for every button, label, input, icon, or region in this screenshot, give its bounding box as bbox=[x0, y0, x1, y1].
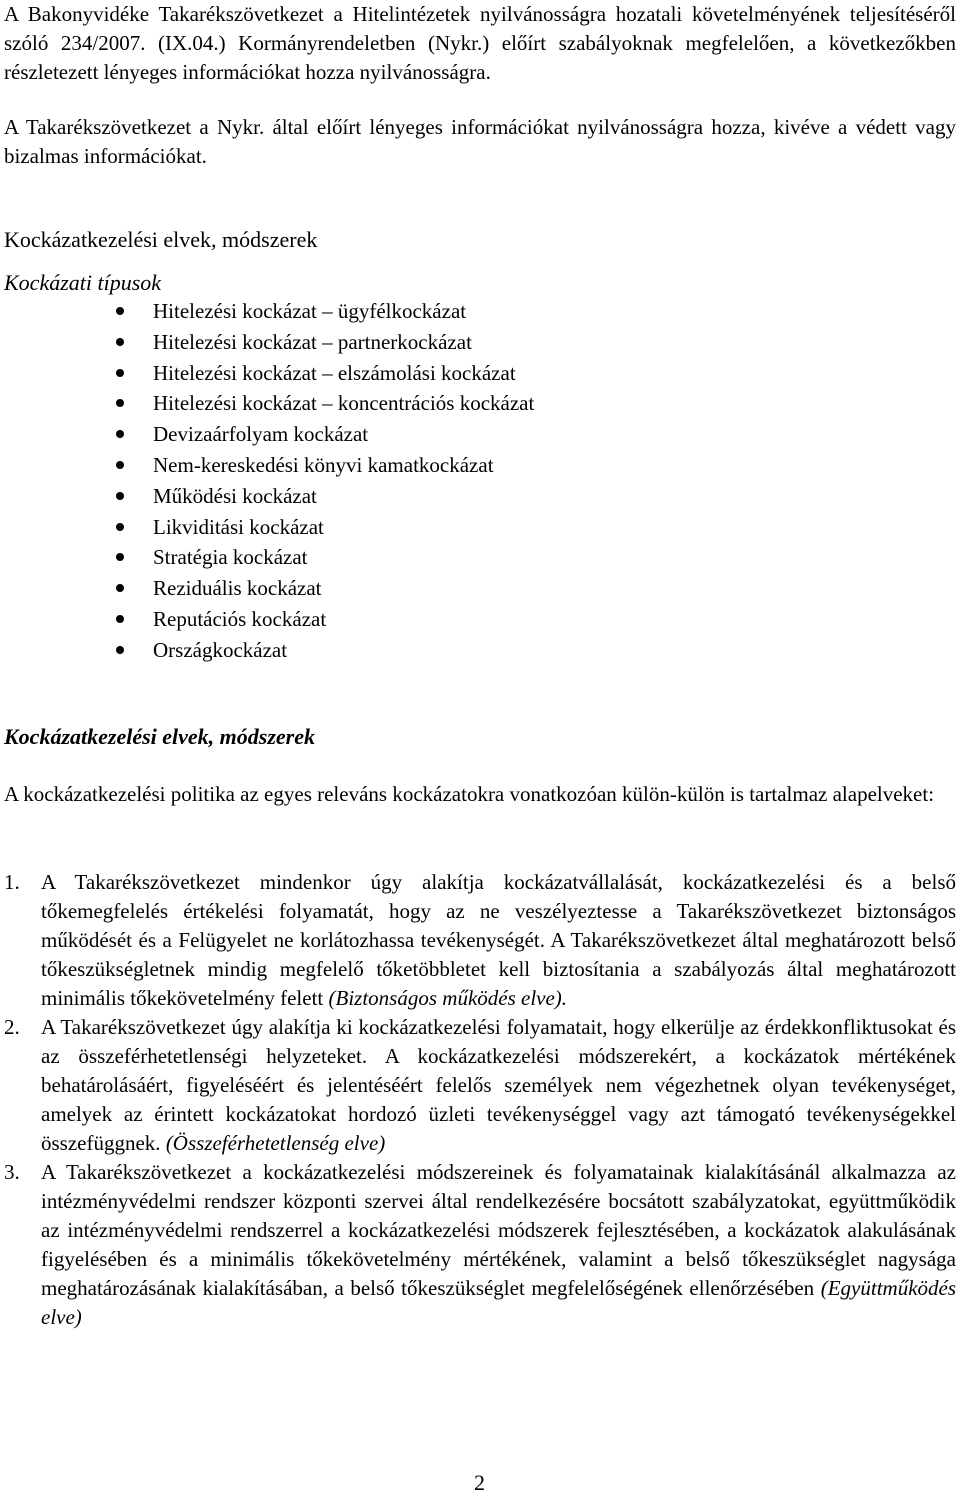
list-item bbox=[4, 604, 534, 635]
principle-tail: (Biztonságos működés elve). bbox=[328, 986, 568, 1010]
list-item bbox=[4, 481, 534, 512]
risk-type-label: Működési kockázat bbox=[153, 483, 317, 508]
principle-body: A Takarékszövetkezet mindenkor úgy alakítja kockázatvállalását, kockázatkezelési és a belső tőkemegfelelés értékelési folyamatát, hogy az ne veszélyeztesse a Takarékszövetkezet biztonságos működését és a Felügyelet ne korlátozhassa tevékenységét. A Takarékszövetkezet által meghatározott belső tőkeszükségletnek mindig megfelelő tőketöbbletet kell biztosítania a szabályozás által meghatározott minimális tőkekövetelmény felett bbox=[41, 870, 956, 1010]
risk-type-label: Stratégia kockázat bbox=[153, 545, 308, 570]
list-item bbox=[4, 358, 534, 389]
list-item bbox=[4, 542, 534, 573]
bullet-icon bbox=[116, 492, 124, 500]
principle-number: 3. bbox=[4, 1160, 20, 1184]
risk-type-label: Reziduális kockázat bbox=[153, 576, 322, 601]
list-item bbox=[4, 388, 534, 419]
page-number: 2 bbox=[474, 1470, 485, 1495]
principle-body: A Takarékszövetkezet a kockázatkezelési módszereinek és folyamatainak kialakításánál alkalmazza az intézményvédelmi rendszer központi szervei által rendelkezésére bocsátott szabályzatokat, együttműködik az intézményvédelmi rendszerrel a kockázatkezelési módszerek fejlesztésében, a kockázatok alakulásának figyelésében és a minimális tőkekövetelmény mértékének, valamint a belső tőkeszükséglet nagysága meghatározásának kialakításában, a belső tőkeszükséglet megfelelőségének ellenőrzésében bbox=[41, 1160, 956, 1300]
list-item bbox=[4, 635, 534, 666]
bullet-icon bbox=[116, 338, 124, 346]
principle-item bbox=[4, 1013, 956, 1158]
principle-number: 2. bbox=[4, 1015, 20, 1039]
risk-type-label: Likviditási kockázat bbox=[153, 514, 324, 539]
principle-body: A Takarékszövetkezet úgy alakítja ki kockázatkezelési folyamatait, hogy elkerülje az érdekkonfliktusokat és az összeférhetetlenségi helyzeteket. A kockázatkezelési módszerekért, a kockázatok mértékének behatárolásáért, figyeléséért és jelentéséért felelős személyek nem végezhetnek olyan tevékenységet, amelyek az érintett kockázatokat hordozó üzleti tevékenységgel vagy azt támogató tevékenységekkel összefüggnek. bbox=[41, 1015, 956, 1155]
risk-type-label: Hitelezési kockázat – partnerkockázat bbox=[153, 329, 472, 354]
bullet-icon bbox=[116, 369, 124, 377]
list-item bbox=[4, 450, 534, 481]
section-title: Kockázatkezelési elvek, módszerek bbox=[4, 227, 318, 252]
list-item bbox=[4, 573, 534, 604]
bullet-icon bbox=[116, 307, 124, 315]
bullet-icon bbox=[116, 399, 124, 407]
list-item bbox=[4, 296, 534, 327]
list-item bbox=[4, 327, 534, 358]
bullet-icon bbox=[116, 553, 124, 561]
risk-types-list bbox=[4, 296, 534, 666]
principle-tail: (Együttműködés elve) bbox=[41, 1276, 957, 1329]
risk-types-title: Kockázati típusok bbox=[4, 270, 162, 295]
risk-type-label: Országkockázat bbox=[153, 637, 288, 662]
policy-title: Kockázatkezelési elvek, módszerek bbox=[4, 724, 315, 749]
principle-tail: (Összeférhetetlenség elve) bbox=[165, 1131, 386, 1155]
bullet-icon bbox=[116, 523, 124, 531]
principle-item bbox=[4, 868, 956, 1013]
principle-number: 1. bbox=[4, 870, 20, 894]
bullet-icon bbox=[116, 461, 124, 469]
bullet-icon bbox=[116, 646, 124, 654]
list-item bbox=[4, 512, 534, 543]
risk-type-label: Hitelezési kockázat – elszámolási kockázat bbox=[153, 360, 516, 385]
principle-item bbox=[4, 1158, 956, 1332]
risk-type-label: Nem-kereskedési könyvi kamatkockázat bbox=[153, 452, 494, 477]
risk-type-label: Hitelezési kockázat – ügyfélkockázat bbox=[153, 299, 467, 323]
risk-type-label: Reputációs kockázat bbox=[153, 606, 327, 631]
principles-list bbox=[4, 868, 956, 1332]
intro-paragraph-2: A Takarékszövetkezet a Nykr. által előírt lényeges információkat nyilvánosságra hozza, kivéve a védett vagy bizalmas információkat. bbox=[4, 115, 956, 168]
bullet-icon bbox=[116, 615, 124, 623]
principle-text bbox=[41, 1158, 956, 1332]
bullet-icon bbox=[116, 584, 124, 592]
risk-type-label: Devizaárfolyam kockázat bbox=[153, 422, 369, 447]
bullet-icon bbox=[116, 430, 124, 438]
risk-type-label: Hitelezési kockázat – koncentrációs kockázat bbox=[153, 391, 535, 416]
principle-text bbox=[41, 868, 956, 1013]
intro-paragraph-1: A Bakonyvidéke Takarékszövetkezet a Hitelintézetek nyilvánosságra hozatali követelményének teljesítéséről szóló 234/2007. (IX.04.) Kormányrendeletben (Nykr.) előírt szabályoknak megfelelően, a következőkben részletezett lényeges információkat hozza nyilvánosságra. bbox=[4, 2, 956, 84]
list-item bbox=[4, 419, 534, 450]
policy-intro: A kockázatkezelési politika az egyes releváns kockázatokra vonatkozóan külön-külön is tartalmaz alapelveket: bbox=[4, 782, 935, 806]
principle-text bbox=[41, 1013, 956, 1158]
